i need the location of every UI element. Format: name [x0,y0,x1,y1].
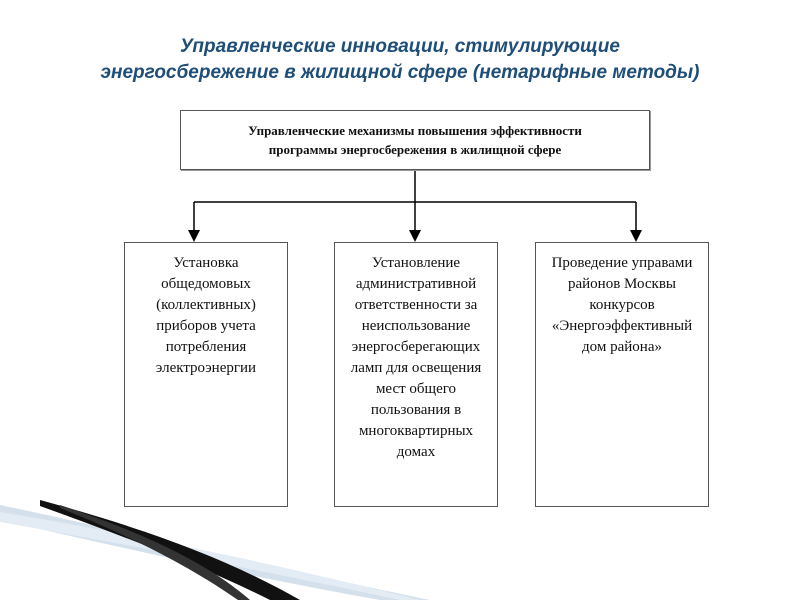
child-box-1-line: электроэнергии [155,360,257,376]
child-box-2-line: административной [355,276,477,292]
child-box-3-line: Проведение управами [551,255,693,271]
child-box-1-line: приборов учета [156,318,256,334]
top-box-line-1: Управленческие механизмы повышения эффективности [248,123,582,138]
child-box-3-line: «Энергоэффективный [551,318,693,334]
child-box-3-line: конкурсов [589,297,655,313]
child-box-2-line: Установление [371,255,461,271]
child-box-2-line: домах [396,444,436,460]
child-box-2 [334,242,498,507]
top-box-line-2: программы энергосбережения в жилищной сфере [268,142,562,157]
slide-title-line-2: энергосбережение в жилищной сфере (нетарифные методы) [100,62,700,83]
top-box [180,110,650,170]
child-box-1-line: Установка [173,255,239,271]
child-box-1-line: (коллективных) [156,297,256,313]
child-box-3 [535,242,709,507]
child-box-2-line: ответственности за [354,297,478,313]
child-box-1 [124,242,288,507]
child-box-2-line: ламп для освещения [350,360,482,376]
child-box-3-line: дом района» [582,339,662,355]
child-box-2-line: мест общего [375,381,457,397]
child-box-2-line: неиспользование [361,318,471,334]
slide-title-line-1: Управленческие инновации, стимулирующие [180,36,620,57]
child-box-2-line: многоквартирных [358,423,474,439]
child-box-1-line: общедомовых [161,276,251,292]
child-box-2-line: энергосберегающих [351,339,481,355]
child-box-3-line: районов Москвы [568,276,676,292]
child-box-1-line: потребления [165,339,247,355]
child-box-2-line: пользования в [370,402,462,418]
